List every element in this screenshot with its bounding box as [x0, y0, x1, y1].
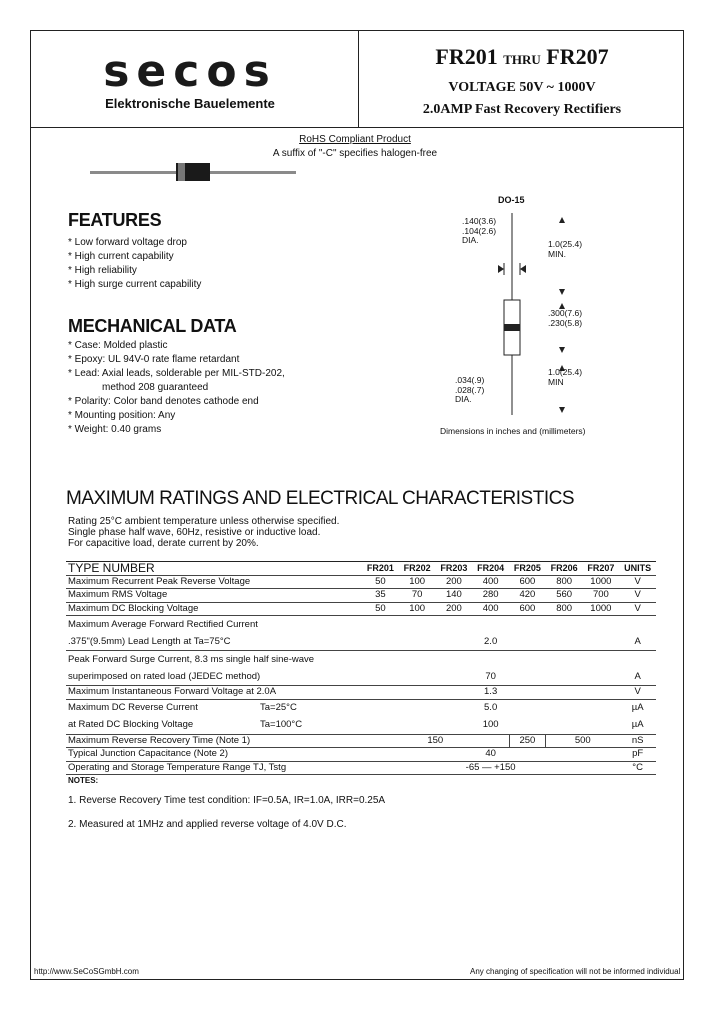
dim-line: .028(.7): [455, 384, 485, 395]
param-label: Typical Junction Capacitance (Note 2): [68, 748, 228, 760]
table-row: [66, 734, 656, 748]
ratings-table: [66, 561, 656, 775]
dim-line: DIA.: [462, 235, 479, 245]
dim-line: 1.0(25.4): [548, 239, 583, 249]
value-cell: 420: [519, 589, 536, 601]
wire-diameter-dim: [455, 376, 484, 405]
features-heading: FEATURES: [68, 210, 162, 230]
dim-line: MIN: [548, 376, 564, 387]
page-title: [360, 44, 684, 70]
value-cell: 50: [375, 575, 386, 587]
dim-line: .140(3.6): [462, 216, 497, 226]
value-cell: 250: [509, 734, 546, 748]
dim-line: .034(.9): [455, 375, 485, 385]
rating-conditions: [68, 516, 339, 549]
compliance-note: [230, 133, 480, 161]
voltage-range: VOLTAGE 50V ~ 1000V: [448, 80, 596, 95]
ratings-heading: MAXIMUM RATINGS AND ELECTRICAL CHARACTERISTICS: [66, 488, 575, 509]
table-row: [66, 699, 656, 717]
param-label-text: at Rated DC Blocking Voltage: [68, 719, 194, 730]
list-item: * High surge current capability: [68, 279, 202, 290]
value-cell: 150: [362, 734, 509, 748]
unit-cell: µA: [631, 719, 644, 730]
unit-cell: V: [634, 602, 641, 614]
list-item: method 208 guaranteed: [102, 382, 209, 393]
halogen-free-line: A suffix of "-C" specifies halogen-free: [272, 148, 438, 159]
type-header: FR204: [477, 563, 505, 574]
condition-text: Ta=25°C: [260, 702, 297, 713]
value-cell: 500: [574, 734, 591, 746]
list-item: * High current capability: [68, 251, 174, 262]
unit-cell: µA: [631, 702, 644, 713]
param-label: Maximum Average Forward Rectified Current: [68, 618, 258, 630]
table-header-row: [66, 562, 656, 576]
value-cell: 40: [485, 748, 496, 760]
table-row: [66, 575, 656, 589]
list-item: * Mounting position: Any: [68, 410, 176, 421]
disclaimer: Any changing of specification will not be informed individual: [470, 967, 681, 976]
dim-line: .104(2.6): [462, 225, 497, 236]
title-first-part: FR201: [435, 44, 498, 69]
list-item: * Low forward voltage drop: [68, 237, 187, 248]
param-label: Maximum RMS Voltage: [68, 589, 168, 601]
website-link[interactable]: http://www.SeCoSGmbH.com: [34, 967, 139, 976]
value-cell: 200: [445, 602, 462, 614]
table-row: [66, 717, 656, 735]
list-item: * Epoxy: UL 94V-0 rate flame retardant: [68, 354, 240, 365]
value-cell: -65 — +150: [465, 761, 516, 773]
value-cell: 100: [409, 575, 426, 587]
value-cell: 70: [411, 589, 423, 601]
dim-line: .230(5.8): [548, 317, 583, 328]
product-description: 2.0AMP Fast Recovery Rectifiers: [422, 102, 622, 117]
param-label: superimposed on rated load (JEDEC method): [68, 670, 261, 682]
unit-cell: V: [634, 686, 641, 698]
param-label: Maximum DC Blocking Voltage: [68, 602, 199, 614]
title-last-part: FR207: [546, 44, 609, 69]
body-length-dim: [548, 309, 582, 328]
table-row: [66, 651, 656, 669]
header-divider: [30, 127, 684, 128]
list-item: * Case: Molded plastic: [68, 340, 168, 351]
value-cell: 1000: [590, 575, 612, 587]
param-label: Peak Forward Surge Current, 8.3 ms single half sine-wave: [68, 653, 315, 665]
value-cell: 700: [592, 589, 609, 601]
package-name: DO-15: [498, 195, 525, 205]
value-cell: 70: [485, 670, 496, 682]
type-header: FR202: [403, 563, 431, 574]
value-cell: 35: [375, 589, 386, 601]
top-lead-length-dim: [548, 240, 582, 259]
dimensions-caption: Dimensions in inches and (millimeters): [440, 426, 586, 436]
mechanical-list: [68, 339, 285, 437]
type-header: FR203: [440, 563, 468, 574]
table-row: [66, 616, 656, 634]
param-label: [66, 699, 362, 717]
unit-cell: V: [634, 589, 641, 601]
dim-line: 1.0(25.4): [548, 367, 583, 377]
rohs-line: RoHS Compliant Product: [299, 134, 411, 145]
type-number-header: TYPE NUMBER: [68, 561, 155, 576]
unit-cell: nS: [631, 734, 644, 746]
type-header: FR207: [587, 563, 615, 574]
param-label: .375"(9.5mm) Lead Length at Ta=75°C: [68, 635, 231, 647]
value-cell: 5.0: [484, 702, 498, 713]
dim-line: MIN.: [548, 248, 566, 259]
condition-line: Rating 25°C ambient temperature unless otherwise specified.: [68, 516, 340, 527]
value-cell: 1.3: [484, 686, 498, 698]
lead-diameter-dim: [462, 217, 496, 246]
param-label: Maximum Reverse Recovery Time (Note 1): [68, 734, 251, 746]
value-cell: 800: [556, 575, 573, 587]
title-thru: THRU: [503, 52, 541, 67]
note-item: 2. Measured at 1MHz and applied reverse voltage of 4.0V D.C.: [68, 819, 347, 830]
param-label: Maximum Recurrent Peak Reverse Voltage: [68, 575, 251, 587]
value-cell: 400: [482, 575, 499, 587]
condition-line: For capacitive load, derate current by 20%.: [68, 538, 259, 549]
table-row: [66, 602, 656, 616]
type-header: FR201: [366, 563, 394, 574]
param-label: Maximum Instantaneous Forward Voltage at 2.0A: [68, 686, 277, 698]
list-item: * Weight: 0.40 grams: [68, 424, 162, 435]
brand-logo: secos: [103, 46, 277, 97]
value-cell: 100: [482, 719, 499, 730]
value-cell: 1000: [590, 602, 612, 614]
dim-line: DIA.: [455, 394, 472, 404]
unit-cell: A: [634, 670, 641, 682]
header-vertical-divider: [358, 30, 359, 127]
bottom-lead-length-dim: [548, 368, 582, 387]
table-row: [66, 748, 656, 762]
value-cell: 50: [375, 602, 386, 614]
value-cell: 200: [445, 575, 462, 587]
condition-line: Single phase half wave, 60Hz, resistive or inductive load.: [68, 527, 321, 538]
type-header: FR206: [550, 563, 578, 574]
param-label-text: Maximum DC Reverse Current: [68, 702, 198, 713]
notes-heading: NOTES:: [68, 776, 99, 785]
diode-illustration: [88, 160, 298, 184]
value-cell: 2.0: [484, 635, 498, 647]
type-header: FR205: [513, 563, 541, 574]
table-row: [66, 633, 656, 651]
mechanical-heading: MECHANICAL DATA: [68, 316, 237, 336]
table-row: [66, 761, 656, 775]
list-item: * Polarity: Color band denotes cathode end: [68, 396, 259, 407]
value-cell: 100: [409, 602, 426, 614]
value-cell: 600: [519, 602, 536, 614]
note-item: 1. Reverse Recovery Time test condition: IF=0.5A, IR=1.0A, IRR=0.25A: [68, 795, 386, 806]
value-cell: 560: [556, 589, 573, 601]
value-cell: 140: [445, 589, 462, 601]
table-row: [66, 668, 656, 686]
units-header: UNITS: [624, 563, 652, 574]
unit-cell: °C: [632, 761, 643, 773]
value-cell: 400: [482, 602, 499, 614]
list-item: * Lead: Axial leads, solderable per MIL-STD-202,: [68, 368, 285, 379]
param-label: [66, 717, 362, 735]
notes-section: [68, 775, 385, 843]
condition-text: Ta=100°C: [260, 719, 303, 730]
unit-cell: A: [634, 635, 641, 647]
value-cell: 280: [482, 589, 499, 601]
table-row: [66, 589, 656, 603]
dim-line: .300(7.6): [548, 308, 583, 318]
unit-cell: V: [634, 575, 641, 587]
unit-cell: pF: [632, 748, 644, 760]
features-list: [68, 236, 201, 292]
brand-subtitle: Elektronische Bauelemente: [105, 96, 275, 111]
value-cell: 600: [519, 575, 536, 587]
value-cell: 800: [556, 602, 573, 614]
param-label: Operating and Storage Temperature Range TJ, Tstg: [68, 761, 287, 773]
list-item: * High reliability: [68, 265, 137, 276]
table-row: [66, 686, 656, 700]
